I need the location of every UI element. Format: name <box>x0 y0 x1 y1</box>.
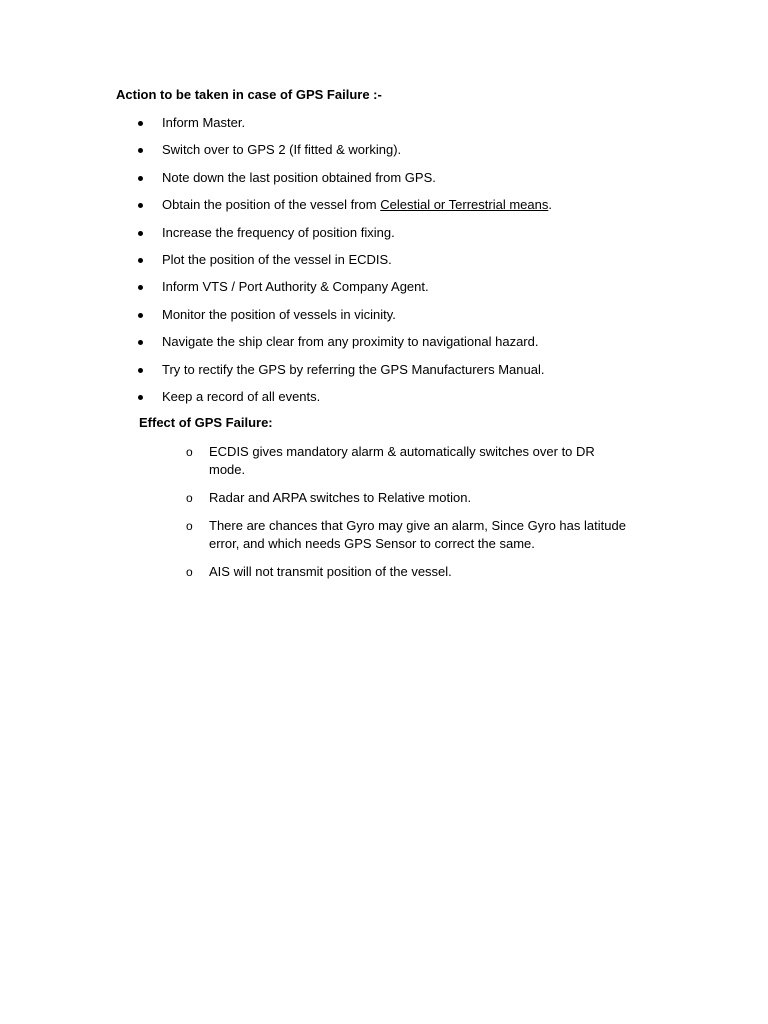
bullet-icon <box>138 148 143 153</box>
effects-heading: Effect of GPS Failure: <box>139 415 273 430</box>
bullet-icon <box>138 368 143 373</box>
action-text: Increase the frequency of position fixing. <box>162 224 395 240</box>
action-text: Monitor the position of vessels in vicinity. <box>162 306 396 322</box>
action-text: Keep a record of all events. <box>162 388 321 404</box>
list-item <box>0 443 768 479</box>
bullet-icon <box>138 176 143 181</box>
action-text: Inform VTS / Port Authority & Company Agent. <box>162 279 429 295</box>
bullet-icon <box>138 203 143 208</box>
bullet-icon <box>138 313 143 318</box>
bullet-icon <box>138 340 143 345</box>
action-text <box>162 197 552 213</box>
bullet-icon <box>138 285 143 290</box>
circle-bullet-icon: o <box>186 565 193 579</box>
action-text: Plot the position of the vessel in ECDIS. <box>162 251 392 267</box>
effect-text: There are chances that Gyro may give an alarm, Since Gyro has latitude error, and which needs GPS Sensor to correct the same. <box>209 518 626 551</box>
action-text: Switch over to GPS 2 (If fitted & working). <box>162 142 402 158</box>
celestial-terrestrial-link[interactable]: Celestial or Terrestrial means <box>380 197 549 213</box>
list-item <box>0 489 768 507</box>
circle-bullet-icon: o <box>186 445 193 459</box>
effects-list <box>0 443 768 591</box>
bullet-icon <box>138 121 143 126</box>
effect-text: Radar and ARPA switches to Relative motion. <box>209 490 472 505</box>
action-text: Inform Master. <box>162 115 246 130</box>
action-text: Navigate the ship clear from any proximity to navigational hazard. <box>162 334 539 350</box>
bullet-icon <box>138 258 143 263</box>
bullet-icon <box>138 231 143 236</box>
circle-bullet-icon: o <box>186 491 193 505</box>
list-item <box>0 563 768 581</box>
circle-bullet-icon: o <box>186 519 193 533</box>
action-text: Note down the last position obtained from GPS. <box>162 169 436 185</box>
action-text-after: . <box>548 197 552 213</box>
action-text-before: Obtain the position of the vessel from <box>162 197 381 213</box>
page-heading: Action to be taken in case of GPS Failure :- <box>116 87 382 102</box>
effect-text: ECDIS gives mandatory alarm & automatically switches over to DR mode. <box>209 444 595 477</box>
list-item <box>0 517 768 553</box>
effect-text: AIS will not transmit position of the vessel. <box>209 564 452 579</box>
action-text: Try to rectify the GPS by referring the GPS Manufacturers Manual. <box>162 361 545 377</box>
bullet-icon <box>138 395 143 400</box>
